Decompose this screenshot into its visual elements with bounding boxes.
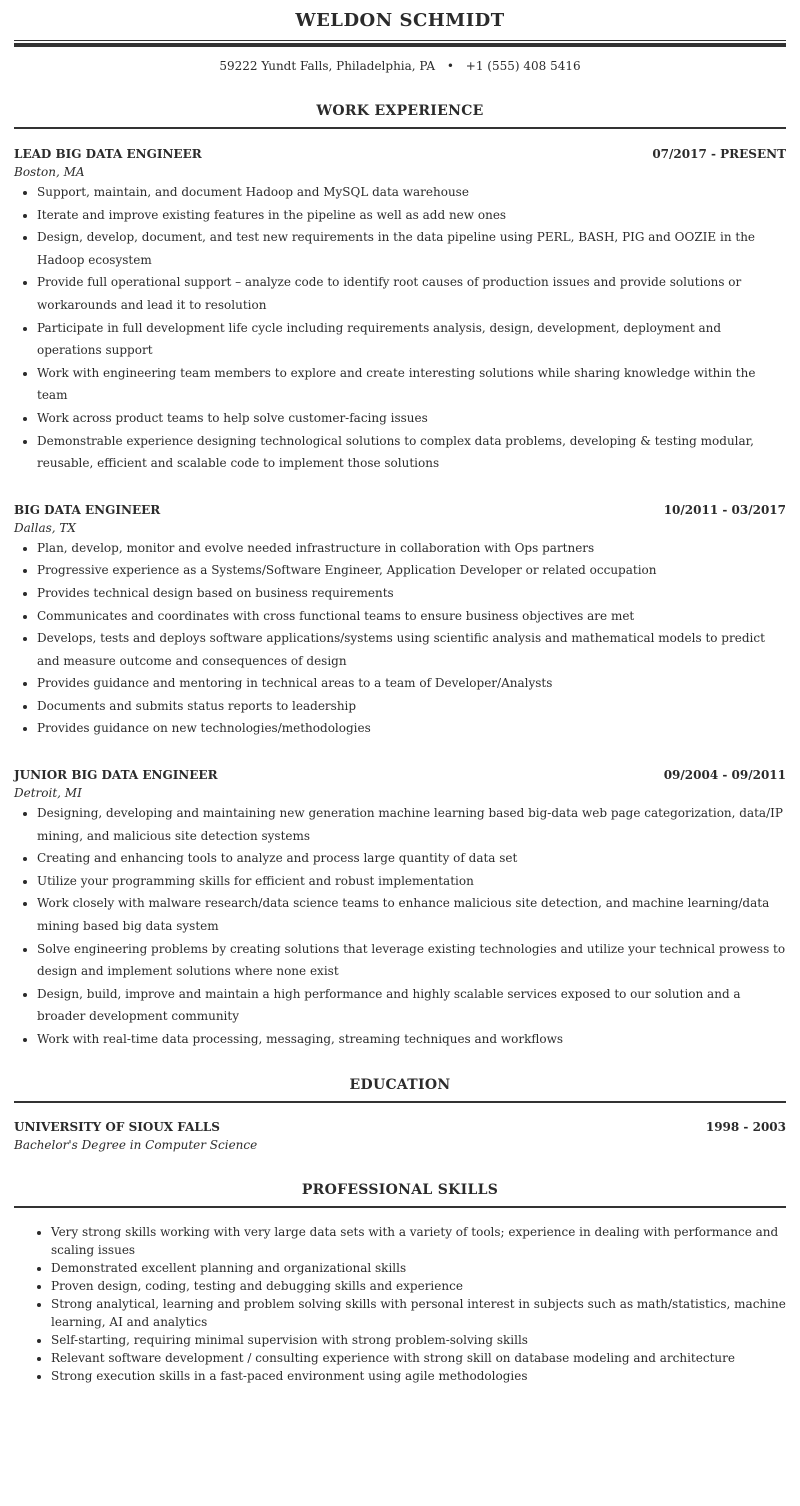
- job-header: [14, 145, 786, 163]
- skills-list: [14, 1223, 786, 1385]
- job-bullet: • Design, develop, document, and test new requirements in the data pipeline using PERL, BASH, PIG and OOZIE in the Hadoop ecosystem: [37, 226, 786, 271]
- header-divider-thin: [14, 40, 786, 41]
- job-header: [14, 766, 786, 784]
- job-title: JUNIOR BIG DATA ENGINEER: [14, 768, 218, 783]
- job-bullet: • Provides guidance and mentoring in technical areas to a team of Developer/Analysts: [37, 672, 786, 695]
- job-bullet: • Work closely with malware research/data science teams to enhance malicious site detection, and machine learning/data mining based big data system: [37, 892, 786, 937]
- contact-line: [14, 58, 786, 74]
- section-title-skills: PROFESSIONAL SKILLS: [14, 1180, 786, 1208]
- contact-separator: •: [446, 59, 454, 73]
- skill-item: • Relevant software development / consulting experience with strong skill on database modeling and architecture: [51, 1349, 786, 1367]
- job-bullet: • Progressive experience as a Systems/Software Engineer, Application Developer or related occupation: [37, 559, 786, 582]
- job-bullet: • Utilize your programming skills for efficient and robust implementation: [37, 870, 786, 893]
- skill-item: • Self-starting, requiring minimal supervision with strong problem-solving skills: [51, 1331, 786, 1349]
- skill-item: • Strong analytical, learning and problem solving skills with personal interest in subjects such as math/statistics, machine learning, AI and analytics: [51, 1295, 786, 1331]
- job-bullet: • Solve engineering problems by creating solutions that leverage existing technologies and utilize your technical prowess to design and implement solutions where none exist: [37, 938, 786, 983]
- skill-item: • Demonstrated excellent planning and organizational skills: [51, 1259, 786, 1277]
- skill-item: • Very strong skills working with very large data sets with a variety of tools; experience in dealing with performance and scaling issues: [51, 1223, 786, 1259]
- skill-item: • Proven design, coding, testing and debugging skills and experience: [51, 1277, 786, 1295]
- job-dates: 07/2017 - PRESENT: [652, 147, 786, 161]
- job-bullets: [14, 802, 786, 1051]
- job-bullet: • Provides guidance on new technologies/methodologies: [37, 717, 786, 740]
- job-bullet: • Design, build, improve and maintain a high performance and highly scalable services exposed to our solution and a broader development community: [37, 983, 786, 1028]
- job-bullet: • Documents and submits status reports to leadership: [37, 695, 786, 718]
- job-bullets: [14, 181, 786, 475]
- education-dates: 1998 - 2003: [705, 1119, 786, 1134]
- job-bullet: • Plan, develop, monitor and evolve needed infrastructure in collaboration with Ops partners: [37, 537, 786, 560]
- job-entry: [14, 766, 786, 1051]
- job-bullets: [14, 537, 786, 740]
- skills-section: [14, 1180, 786, 1385]
- job-bullet: • Designing, developing and maintaining new generation machine learning based big-data web page categorization, data/IP mining, and malicious site detection systems: [37, 802, 786, 847]
- degree: Bachelor's Degree in Computer Science: [14, 1137, 258, 1152]
- job-header: [14, 501, 786, 519]
- education-header: [14, 1118, 786, 1136]
- job-title: LEAD BIG DATA ENGINEER: [14, 147, 202, 161]
- job-bullet: • Work across product teams to help solve customer-facing issues: [37, 407, 786, 430]
- job-entry: [14, 145, 786, 475]
- job-bullet: • Participate in full development life cycle including requirements analysis, design, development, deployment and operations support: [37, 317, 786, 362]
- school-name: UNIVERSITY OF SIOUX FALLS: [14, 1119, 220, 1134]
- section-title-education: EDUCATION: [14, 1075, 786, 1103]
- contact-phone: +1 (555) 408 5416: [465, 59, 581, 73]
- work-experience-section: [14, 101, 786, 1051]
- job-bullet: • Support, maintain, and document Hadoop and MySQL data warehouse: [37, 181, 786, 204]
- education-section: [14, 1075, 786, 1154]
- education-entry: [14, 1118, 786, 1154]
- header-divider-thick: [14, 43, 786, 47]
- job-bullet: • Provides technical design based on business requirements: [37, 582, 786, 605]
- job-bullet: • Provide full operational support – analyze code to identify root causes of production issues and provide solutions or workarounds and lead it to resolution: [37, 271, 786, 316]
- job-entry: [14, 501, 786, 740]
- job-bullet: • Creating and enhancing tools to analyze and process large quantity of data set: [37, 847, 786, 870]
- job-bullet: • Iterate and improve existing features in the pipeline as well as add new ones: [37, 204, 786, 227]
- job-bullet: • Work with engineering team members to explore and create interesting solutions while sharing knowledge within the team: [37, 362, 786, 407]
- job-bullet: • Work with real-time data processing, messaging, streaming techniques and workflows: [37, 1028, 786, 1051]
- job-bullet: • Develops, tests and deploys software applications/systems using scientific analysis and mathematical models to predict and measure outcome and consequences of design: [37, 627, 786, 672]
- candidate-name: WELDON SCHMIDT: [295, 10, 505, 31]
- contact-address: 59222 Yundt Falls, Philadelphia, PA: [219, 59, 436, 73]
- section-title-work: WORK EXPERIENCE: [14, 101, 786, 129]
- skill-item: • Strong execution skills in a fast-paced environment using agile methodologies: [51, 1367, 786, 1385]
- job-bullet: • Demonstrable experience designing technological solutions to complex data problems, developing & testing modular, reusable, efficient and scalable code to implement those solutions: [37, 430, 786, 475]
- job-bullet: • Communicates and coordinates with cross functional teams to ensure business objectives are met: [37, 605, 786, 628]
- job-location: Boston, MA: [14, 165, 85, 179]
- job-title: BIG DATA ENGINEER: [14, 502, 161, 517]
- job-dates: 09/2004 - 09/2011: [663, 768, 786, 783]
- job-location: Detroit, MI: [14, 786, 82, 801]
- job-location: Dallas, TX: [14, 520, 76, 535]
- job-dates: 10/2011 - 03/2017: [663, 502, 786, 517]
